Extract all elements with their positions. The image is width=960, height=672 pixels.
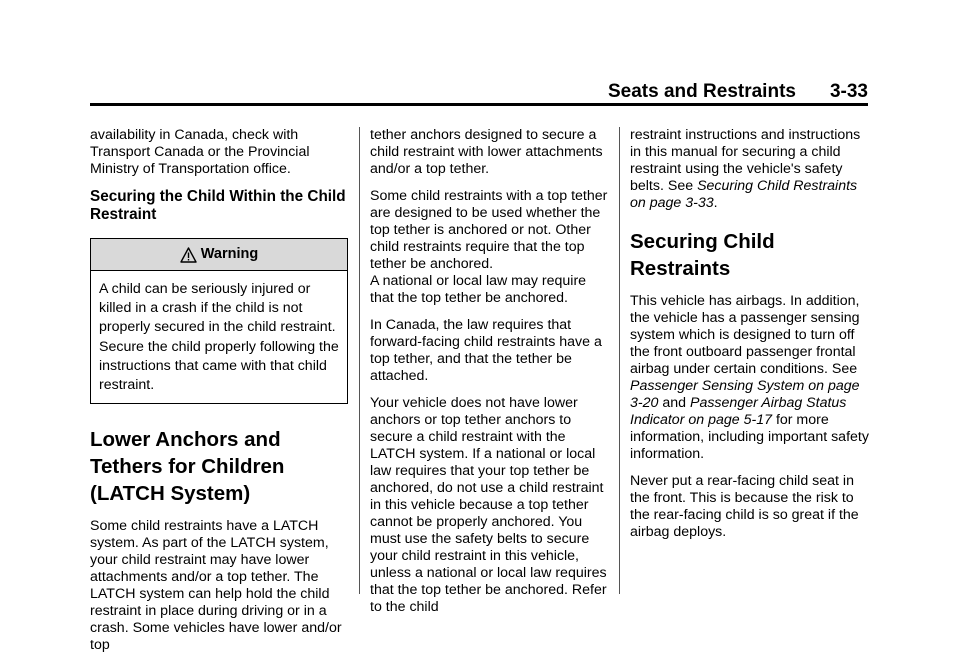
- paragraph: [630, 293, 870, 463]
- column-1: [90, 127, 350, 664]
- paragraph-text: .: [713, 195, 718, 211]
- column-3: [630, 127, 870, 551]
- paragraph: [370, 188, 610, 307]
- paragraph-text: Some child restraints with a top tether are designed to be used whether the top tether is anchored or not. Other child restraints require that the top tether be anchored.: [370, 188, 608, 272]
- subheading: Securing the Child Within the Child Restraint: [90, 188, 346, 223]
- section-heading: Lower Anchors and Tethers for Children (LATCH System): [90, 428, 285, 506]
- cross-reference-link[interactable]: Passenger Sensing System on page 3-20: [630, 378, 860, 411]
- paragraph: Never put a rear-facing child seat in the front. This is because the risk to the rear-facing child is so great if the airbag deploys.: [630, 473, 859, 540]
- page-header: [608, 81, 868, 103]
- paragraph: Some child restraints have a LATCH system. As part of the LATCH system, your child restraint may have lower attachments and/or a top tether. The LATCH system can help hold the child restraint in place during driving or in a crash. Some vehicles have lower and/or top: [90, 518, 342, 654]
- warning-text: A child can be seriously injured or killed in a crash if the child is not properly secured in the child restraint. Secure the child properly following the instructions that came with that child restraint.: [99, 281, 339, 394]
- section-heading: Securing Child Restraints: [630, 230, 775, 280]
- column-divider: [359, 127, 360, 594]
- paragraph-text: restraint instructions and instructions in this manual for securing a child restraint using the vehicle's safety belts. See: [630, 127, 861, 194]
- warning-title: Warning: [200, 246, 259, 262]
- paragraph: [630, 127, 870, 212]
- paragraph-text: A national or local law may require that the top tether be anchored.: [370, 273, 587, 306]
- paragraph-text: This vehicle has airbags. In addition, the vehicle has a passenger sensing system which is designed to turn off the front outboard passenger frontal airbag under certain conditions. See: [630, 293, 860, 377]
- warning-header: [91, 239, 347, 271]
- column-2: [370, 127, 610, 626]
- paragraph: tether anchors designed to secure a child restraint with lower attachments and/or a top tether.: [370, 127, 603, 177]
- paragraph-text: for more information, including important safety information.: [630, 412, 869, 462]
- paragraph: In Canada, the law requires that forward-facing child restraints have a top tether, and that the tether be attached.: [370, 317, 602, 384]
- cross-reference-link[interactable]: Securing Child Restraints on page 3-33: [630, 178, 858, 211]
- warning-box: [90, 238, 348, 404]
- paragraph: availability in Canada, check with Transport Canada or the Provincial Ministry of Transportation office.: [90, 127, 310, 177]
- cross-reference-link[interactable]: Passenger Airbag Status Indicator on page 5-17: [630, 395, 847, 428]
- warning-triangle-icon: [180, 247, 197, 263]
- paragraph-text: and: [662, 395, 687, 411]
- column-divider: [619, 127, 620, 594]
- paragraph: Your vehicle does not have lower anchors or top tether anchors to secure a child restraint with the LATCH system. If a national or local law requires that your top tether be anchored, do not use a child restraint in this vehicle because a top tether cannot be properly anchored. You must use the safety belts to secure your child restraint in this vehicle, unless a national or local law requires that the top tether be anchored. Refer to the child: [370, 395, 607, 615]
- section-title: Seats and Restraints: [608, 81, 796, 102]
- header-rule: [90, 103, 868, 106]
- page-number: 3-33: [829, 81, 868, 102]
